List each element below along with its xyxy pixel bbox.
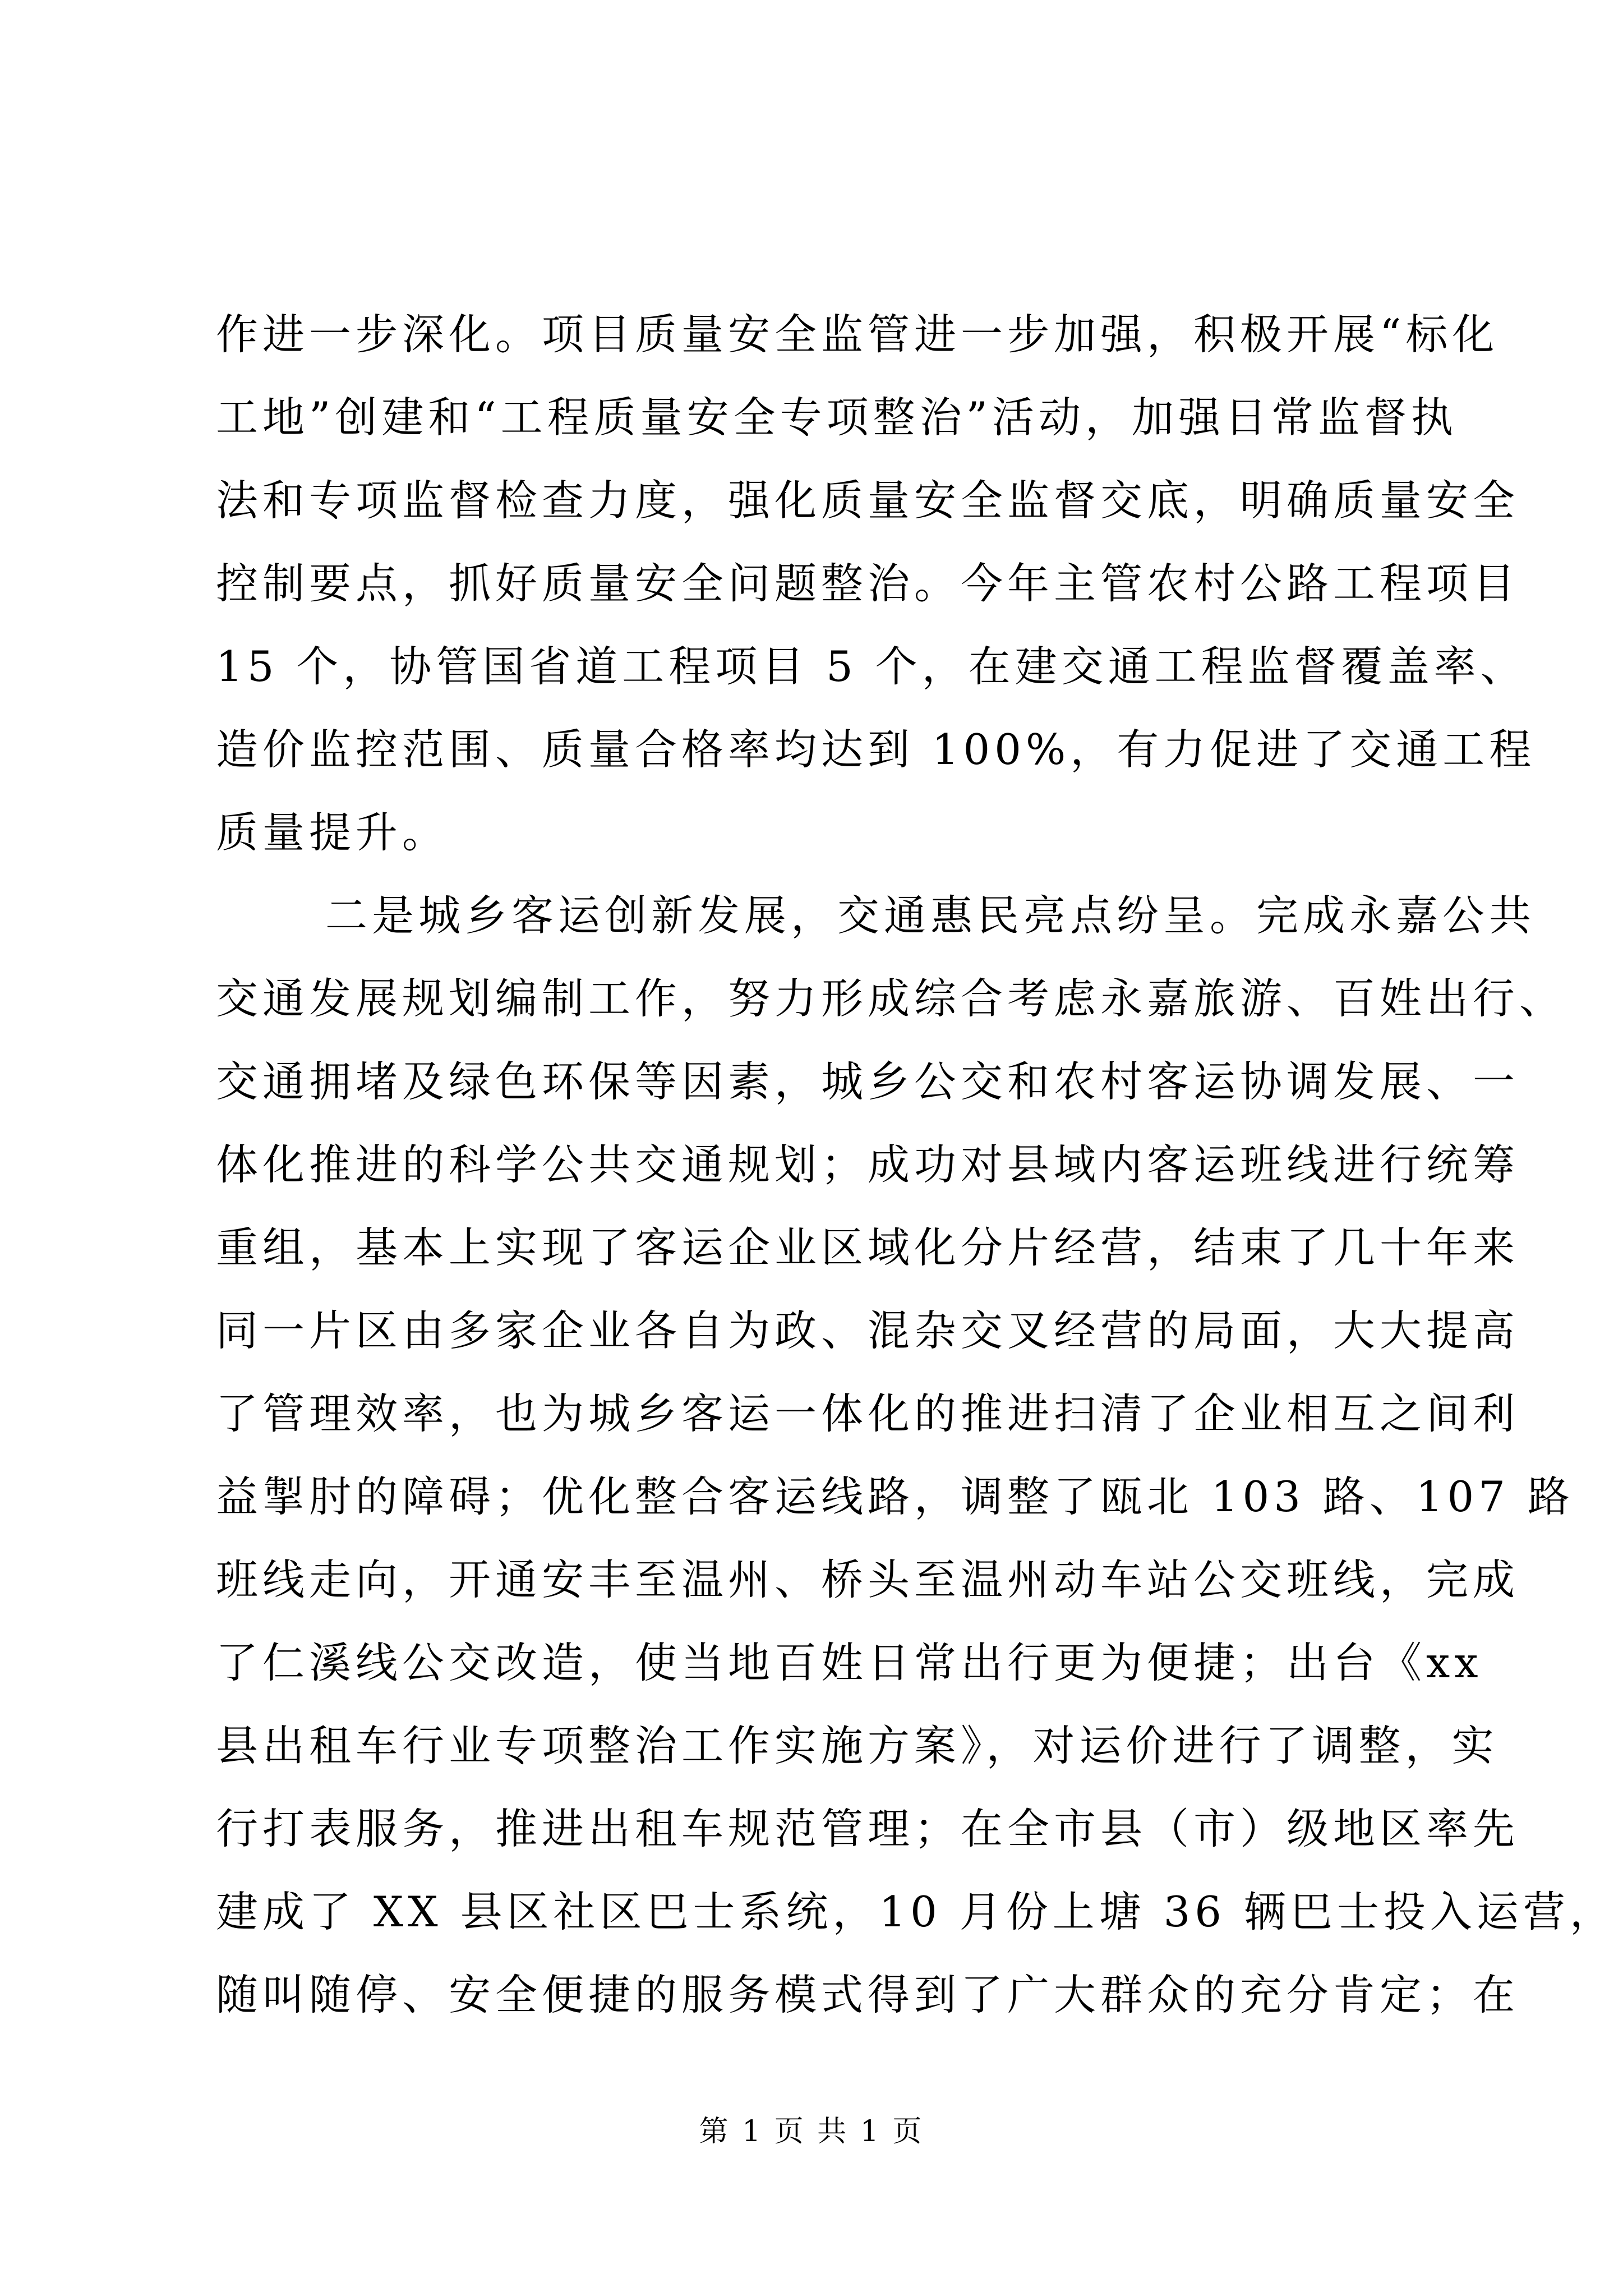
text-line: 15 个，协管国省道工程项目 5 个，在建交通工程监督覆盖率、 [216, 642, 1527, 691]
text-line: 随叫随停、安全便捷的服务模式得到了广大群众的充分肯定；在 [216, 1970, 1520, 2019]
paragraph-start-line: 二是城乡客运创新发展，交通惠民亮点纷呈。完成永嘉公共 [325, 891, 1536, 940]
text-line: 作进一步深化。项目质量安全监管进一步加强，积极开展“标化 [216, 310, 1499, 359]
text-line: 控制要点，抓好质量安全问题整治。今年主管农村公路工程项目 [216, 559, 1520, 608]
page-number-footer: 第 1 页 共 1 页 [699, 2115, 924, 2148]
text-line: 造价监控范围、质量合格率均达到 100%，有力促进了交通工程 [216, 725, 1536, 774]
text-line: 班线走向，开通安丰至温州、桥头至温州动车站公交班线，完成 [216, 1555, 1520, 1604]
text-line: 行打表服务，推进出租车规范管理；在全市县（市）级地区率先 [216, 1804, 1520, 1853]
text-line: 建成了 XX 县区社区巴士系统，10 月份上塘 36 辆巴士投入运营， [216, 1887, 1616, 1936]
text-line: 交通拥堵及绿色环保等因素，城乡公交和农村客运协调发展、一 [216, 1057, 1520, 1106]
text-line: 益掣肘的障碍；优化整合客运线路，调整了瓯北 103 路、107 路 [216, 1472, 1574, 1521]
text-line: 同一片区由多家企业各自为政、混杂交叉经营的局面，大大提高 [216, 1306, 1520, 1355]
body-text [216, 293, 1616, 2036]
text-line: 法和专项监督检查力度，强化质量安全监督交底，明确质量安全 [216, 476, 1520, 525]
text-line: 了仁溪线公交改造，使当地百姓日常出行更为便捷；出台《xx [216, 1638, 1483, 1687]
text-line: 重组，基本上实现了客运企业区域化分片经营，结束了几十年来 [216, 1223, 1520, 1272]
text-line: 体化推进的科学公共交通规划；成功对县域内客运班线进行统筹 [216, 1140, 1520, 1189]
text-line: 工地”创建和“工程质量安全专项整治”活动，加强日常监督执 [216, 393, 1458, 442]
text-line: 县出租车行业专项整治工作实施方案》，对运价进行了调整，实 [216, 1721, 1498, 1770]
text-line: 交通发展规划编制工作，努力形成综合考虑永嘉旅游、百姓出行、 [216, 974, 1566, 1023]
text-line: 质量提升。 [216, 808, 449, 857]
text-line: 了管理效率，也为城乡客运一体化的推进扫清了企业相互之间利 [216, 1389, 1520, 1438]
